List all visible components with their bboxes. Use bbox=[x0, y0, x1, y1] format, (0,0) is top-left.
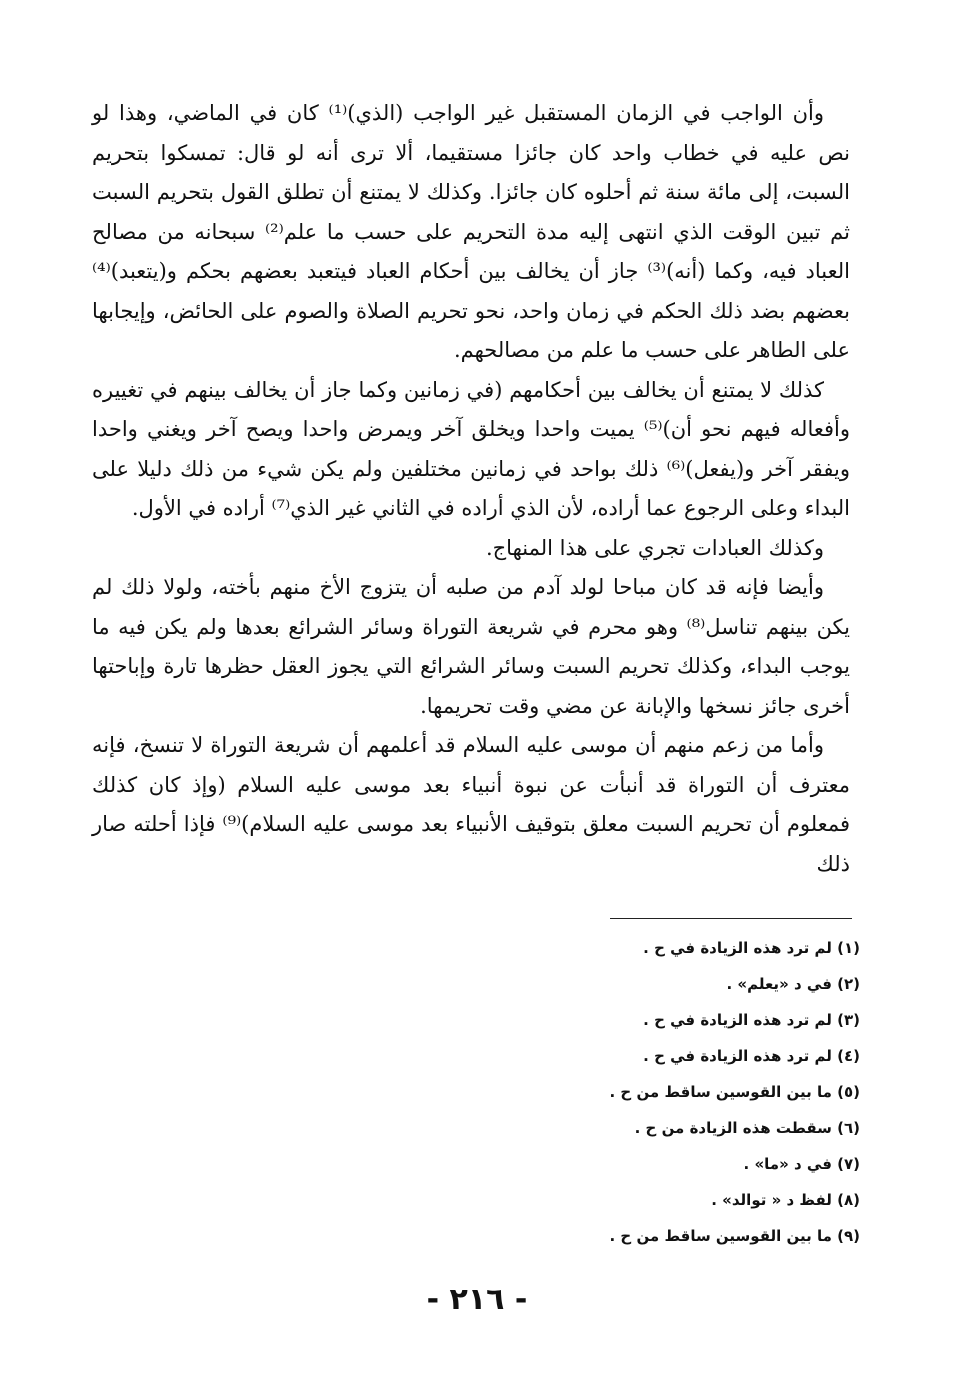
footnotes-list bbox=[300, 930, 860, 1254]
paragraph-sabbath-time: وأن الواجب في الزمان المستقبل غير الواجب (الذي)⁽¹⁾ كان في الماضي، وهذا لو نص عليه في خطاب واحد كان جائزا مستقيما، ألا ترى أنه لو قال: تمسكوا بتحريم السبت، إلى مائة سنة ثم أحلوه كان جائزا. وكذلك لا يمتنع أن تطلق القول بتحريم السبت ثم تبين الوقت الذي انتهى إليه مدة التحريم على حسب ما علم⁽²⁾ سبحانه من مصالح العباد فيه، وكما (أنه)⁽³⁾ جاز أن يخالف بين أحكام العباد فيتعبد بعضهم بحكم و(يتعبد)⁽⁴⁾ بعضهم بضد ذلك الحكم في زمان واحد، نحو تحريم الصلاة والصوم على الحائض، وإيجابها على الطاهر على حسب ما علم من مصالحهم. bbox=[92, 101, 850, 362]
paragraph-moses-claim: وأما من زعم منهم أن موسى عليه السلام قد أعلمهم أن شريعة التوراة لا تنسخ، فإنه معترف أن التوراة قد أنبأت عن نبوة أنبياء بعد موسى عليه السلام (وإذ كان كذلك فمعلوم أن تحريم السبت معلق بتوقيف الأنبياء بعد موسى عليه السلام)⁽⁹⁾ فإذا أحلته صار ذلك bbox=[92, 733, 850, 876]
paragraph-worship-method: وكذلك العبادات تجري على هذا المنهاج. bbox=[485, 535, 824, 560]
footnote-2: (٢) في د «يعلم» . bbox=[726, 975, 860, 993]
footnote-7: (٧) في د «ما» . bbox=[743, 1155, 860, 1173]
footnote-4: (٤) لم ترد هذه الزيادة في ح . bbox=[643, 1047, 860, 1065]
paragraph-different-rulings: كذلك لا يمتنع أن يخالف بين أحكامهم (في زمانين وكما جاز أن يخالف بينهم في تغييره وأفعاله فيهم نحو أن)⁽⁵⁾ يميت واحدا ويخلق آخر ويمرض واحدا ويصح آخر ويغني واحدا ويفقر آخر و(يفعل)⁽⁶⁾ ذلك بواحد في زمانين مختلفين ولم يكن شيء من ذلك دليلا على البداء وعلى الرجوع عما أراده، لأن الذي أراده في الثاني غير الذي⁽⁷⁾ أراده في الأول. bbox=[92, 377, 851, 520]
page-number: - ٢١٦ - bbox=[426, 1282, 528, 1317]
footnote-5: (٥) ما بين القوسين ساقط من ح . bbox=[609, 1083, 860, 1101]
footnote-8: (٨) لفظ د « توالد» . bbox=[711, 1191, 860, 1209]
footnote-9: (٩) ما بين القوسين ساقط من ح . bbox=[609, 1227, 860, 1245]
footnote-separator bbox=[610, 918, 852, 919]
main-text bbox=[92, 94, 850, 884]
paragraph-adam-children: وأيضا فإنه قد كان مباحا لولد آدم من صلبه أن يتزوج الأخ منهم بأخته، ولولا ذلك لم يكن بينهم تناسل⁽⁸⁾ وهو محرم في شريعة التوراة وسائر الشرائع بعدها ولم يكن فيه ما يوجب البداء، وكذلك تحريم السبت وسائر الشرائع التي يجوز العقل حظرها تارة وإباحتها أخرى جائز نسخها والإبانة عن مضي وقت تحريمها. bbox=[92, 575, 850, 718]
footnote-6: (٦) سقطت هذه الزيادة من ح . bbox=[634, 1119, 860, 1137]
footnote-3: (٣) لم ترد هذه الزيادة في ح . bbox=[643, 1011, 860, 1029]
footnote-1: (١) لم ترد هذه الزيادة في ح . bbox=[643, 939, 860, 957]
